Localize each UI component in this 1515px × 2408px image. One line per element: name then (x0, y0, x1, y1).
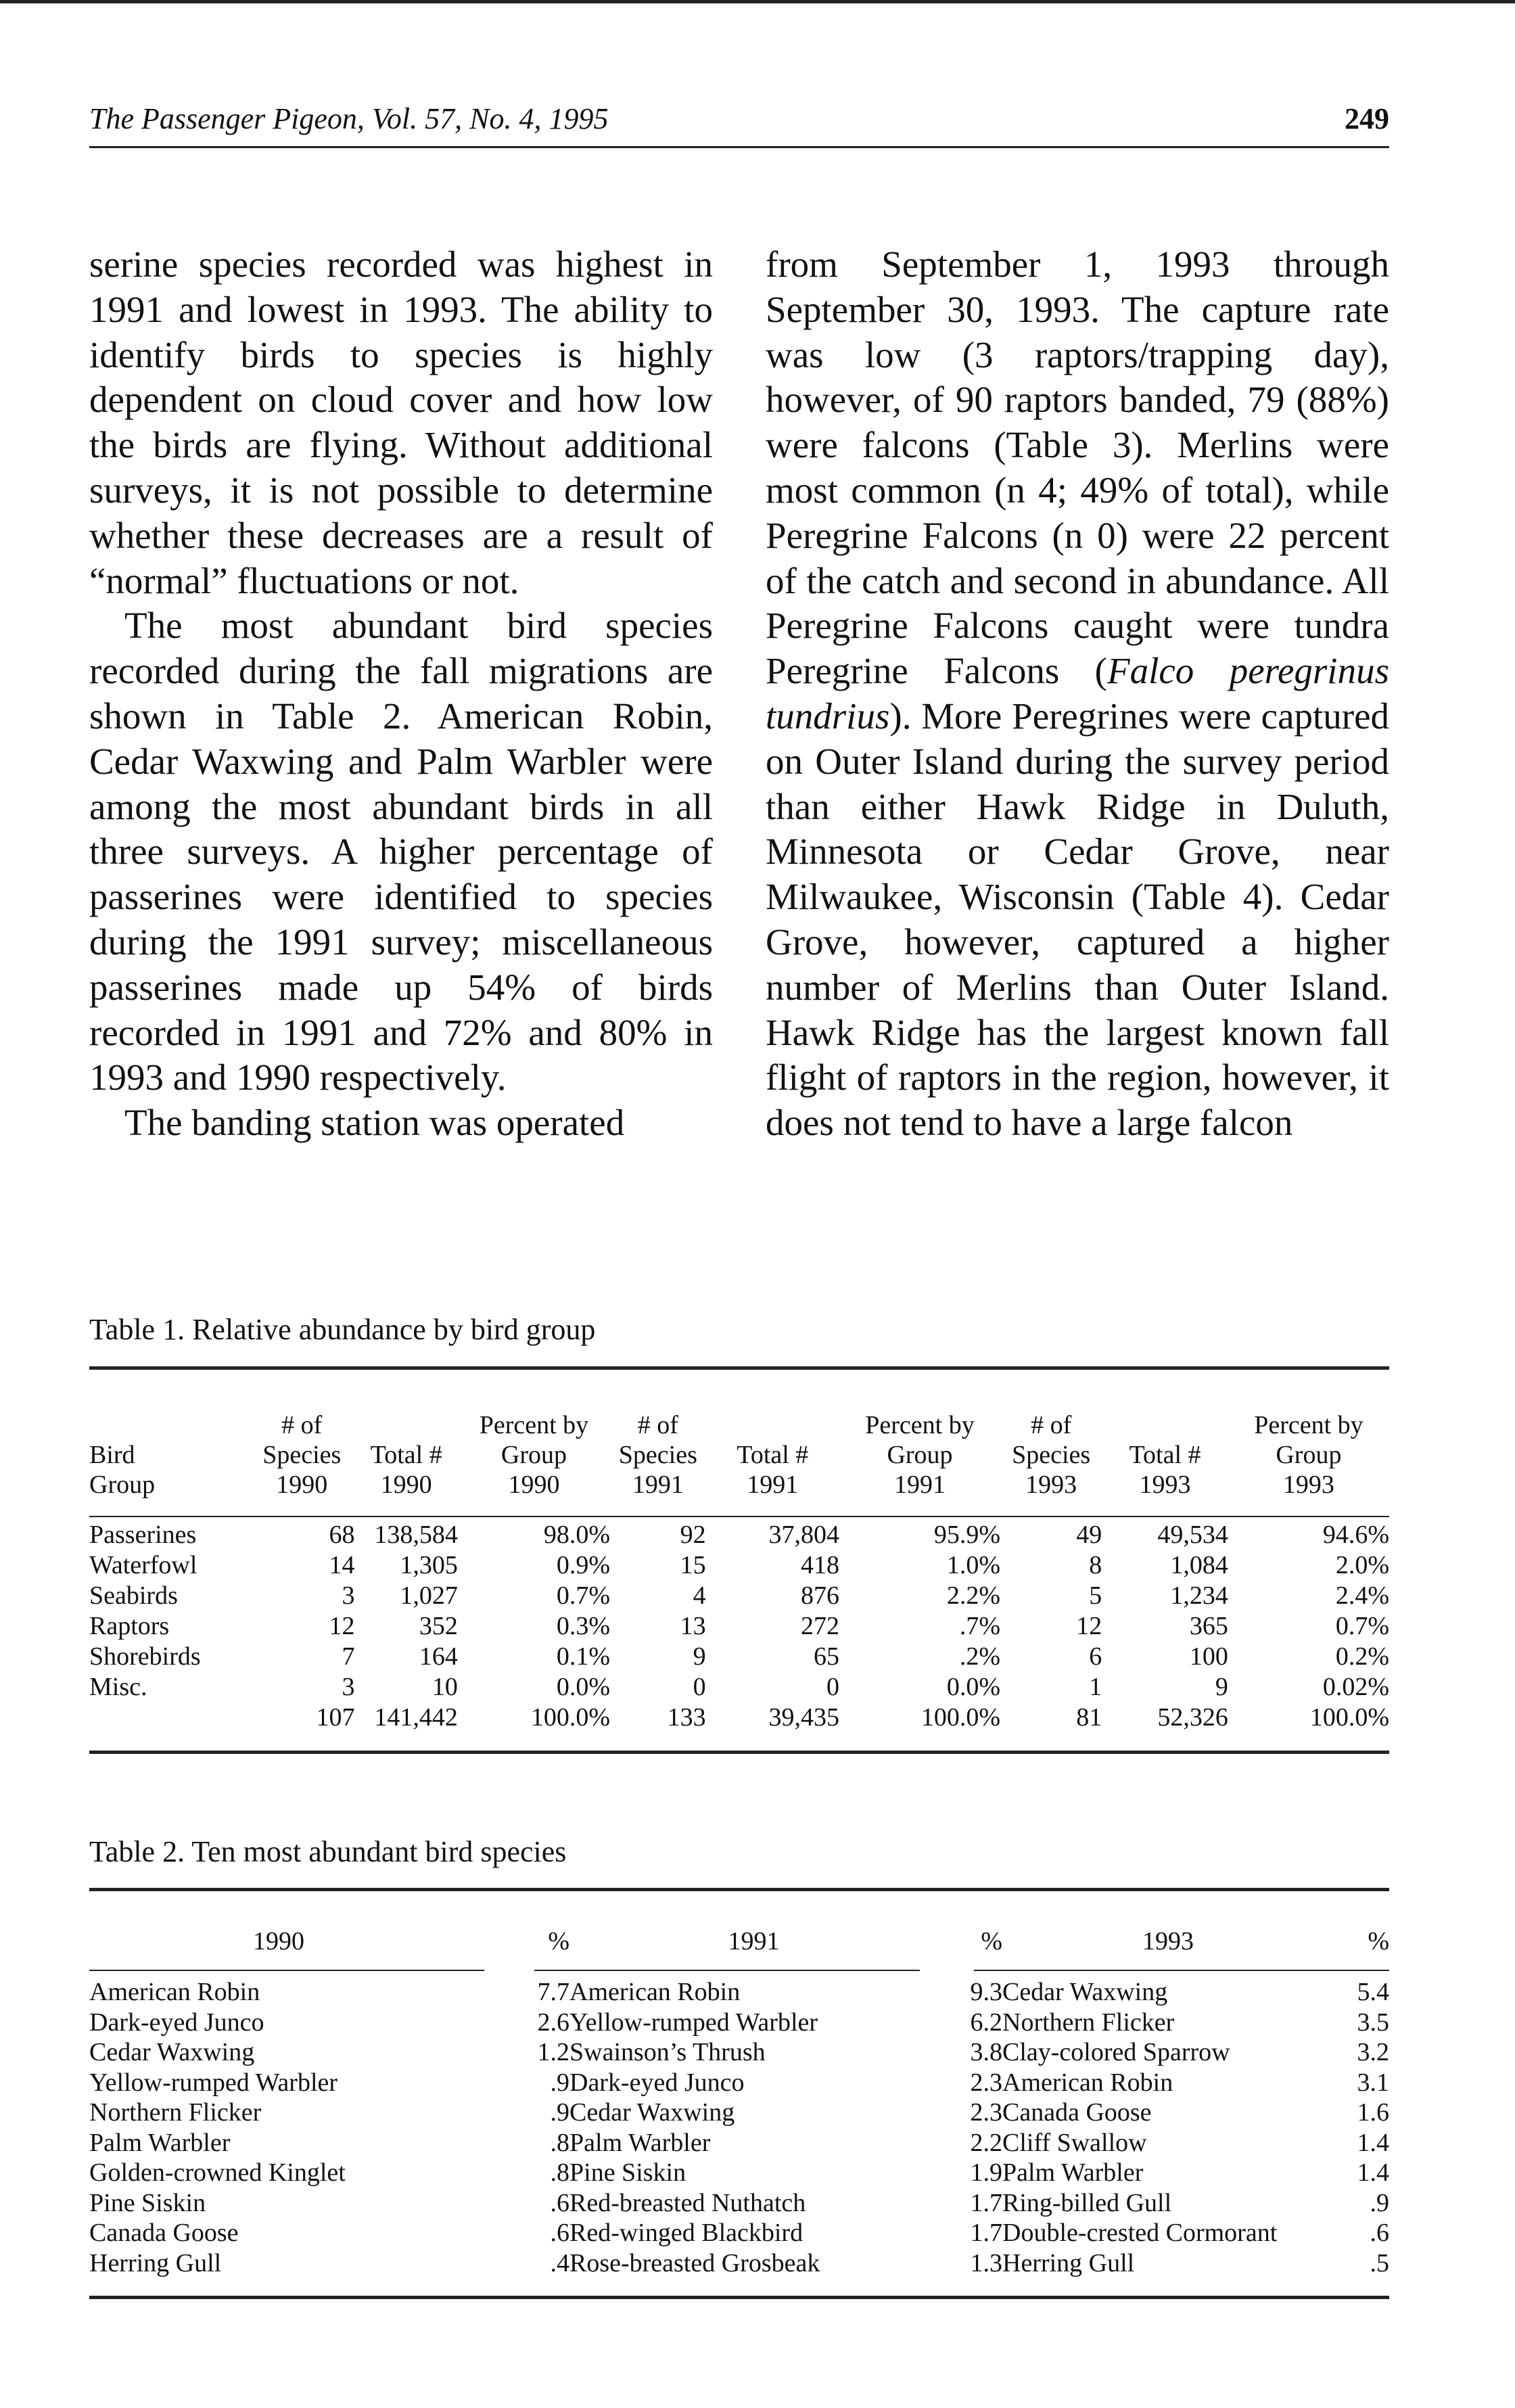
table-cell: 1.2 (537, 2038, 569, 2066)
left-column (89, 242, 713, 1146)
table-cell: 3 (342, 1581, 355, 1610)
table2-header-cell: % (1368, 1927, 1389, 1955)
table-cell: 9 (693, 1642, 706, 1671)
table-cell: 7 (342, 1642, 355, 1671)
table-cell: 164 (419, 1642, 458, 1671)
table2-header-cell: 1993 (1142, 1927, 1194, 1955)
table-cell: 141,442 (374, 1703, 458, 1732)
table-row (89, 2068, 1389, 2098)
table-cell: Palm Warbler (569, 2128, 711, 2157)
table-row (89, 2008, 1389, 2038)
table-cell: Raptors (89, 1612, 170, 1640)
table-cell: 39,435 (768, 1703, 839, 1732)
table-cell: 3.5 (1357, 2008, 1389, 2037)
table-cell: 9 (1215, 1673, 1228, 1701)
table1-header-cell: Total # 1993 (1129, 1441, 1201, 1499)
table-cell: 138,584 (374, 1521, 458, 1549)
table-row (89, 2188, 1389, 2219)
table1-header-cell: # of Species 1991 (618, 1411, 697, 1499)
table-cell: .6 (550, 2188, 569, 2217)
paragraph: The most abundant bird species recorded during the fall migrations are shown in Table 2. American Robin, Cedar Waxwing and Palm Warbler were among the most abundant birds in all three surveys. A higher percentage of passerines were identified to species during the 1991 survey; miscellaneous passerines made up 54% of birds recorded in 1991 and 72% and 80% in 1993 and 1990 respectively. (89, 605, 713, 1098)
table-cell: Double-crested Cormorant (1002, 2219, 1278, 2247)
table-cell: 2.4% (1335, 1581, 1389, 1610)
table-cell: 13 (680, 1612, 706, 1640)
table-cell: 1.7 (970, 2219, 1002, 2247)
table-cell: 133 (667, 1703, 706, 1732)
table-cell: 1.4 (1357, 2158, 1389, 2187)
table-cell: 1.0% (946, 1551, 1001, 1579)
table-cell: Misc. (89, 1673, 147, 1701)
table-cell: 3 (342, 1673, 355, 1701)
table-cell: 1.9 (970, 2158, 1002, 2187)
table2-header-row (89, 1924, 1389, 1966)
table1-header-cell: Bird Group (89, 1441, 156, 1499)
table-cell: 0.0% (556, 1673, 611, 1701)
table-cell: Palm Warbler (1002, 2158, 1144, 2187)
table-cell: 0 (826, 1673, 839, 1701)
text-run: from September 1, 1993 through September 30, 1993. The capture rate was low (3 raptors/trapping day), however, of 90 raptors banded, 79 (88%) were falcons (Table 3). Merlins were most common (n 4; 49% of total), while Peregrine Falcons (n 0) were 22 percent of the catch and second in abundance. All Peregrine Falcons caught were tundra Peregrine Falcons ( (766, 244, 1389, 692)
table-row (89, 2158, 1389, 2188)
table1-header-cell: Total # 1990 (370, 1441, 442, 1499)
table-cell: .4 (550, 2248, 569, 2277)
table1-header-row (89, 1410, 1389, 1510)
table-cell: 5 (1089, 1581, 1102, 1610)
table-cell: 100.0% (920, 1703, 1001, 1732)
table-cell: American Robin (1002, 2068, 1173, 2097)
table-cell: 0.9% (556, 1551, 611, 1579)
table-row (89, 1672, 1389, 1703)
table-cell: 1.3 (970, 2248, 1002, 2277)
table-cell: 4 (693, 1581, 706, 1610)
table-cell: 0.7% (556, 1581, 611, 1610)
table-cell: Red-winged Blackbird (569, 2219, 803, 2247)
table-row (89, 1550, 1389, 1581)
table-cell: 0 (693, 1673, 706, 1701)
table-cell: 2.3 (970, 2098, 1002, 2127)
table-cell: 0.3% (556, 1612, 611, 1640)
table-cell: 1.7 (970, 2188, 1002, 2217)
table-cell: .8 (550, 2158, 569, 2187)
table-cell: 81 (1076, 1703, 1102, 1732)
table-cell: Pine Siskin (89, 2188, 206, 2217)
table-cell: 1.4 (1357, 2128, 1389, 2157)
table-cell: 107 (316, 1703, 355, 1732)
table-cell: 9.3 (970, 1978, 1002, 2006)
table1-top-rule (89, 1366, 1389, 1370)
table-cell: Pine Siskin (569, 2158, 686, 2187)
table-row (89, 2218, 1389, 2248)
table-cell: Yellow-rumped Warbler (89, 2068, 338, 2097)
species-name: Falco peregrinus tundrius (766, 650, 1389, 737)
table1-bottom-rule (89, 1751, 1389, 1754)
table-cell: 0.7% (1335, 1612, 1389, 1640)
table-cell: Seabirds (89, 1581, 178, 1610)
journal-title: The Passenger Pigeon, Vol. 57, No. 4, 1995 (89, 102, 609, 135)
table-cell: .8 (550, 2128, 569, 2157)
table-cell: 12 (1076, 1612, 1102, 1640)
table-row (89, 1642, 1389, 1672)
table-cell: 95.9% (933, 1521, 1001, 1549)
table-cell: Northern Flicker (1002, 2008, 1175, 2037)
running-header (89, 99, 1389, 148)
table1 (89, 1410, 1389, 1733)
table-cell: 100 (1189, 1642, 1228, 1671)
table-cell: 49 (1076, 1521, 1102, 1549)
table-cell: 0.02% (1322, 1673, 1389, 1701)
table-cell: 65 (813, 1642, 839, 1671)
table-cell: Shorebirds (89, 1642, 201, 1671)
table-row (89, 1611, 1389, 1642)
body-text (89, 242, 1389, 1250)
table-cell: 352 (419, 1612, 458, 1640)
paragraph: serine species recorded was highest in 1991 and lowest in 1993. The ability to identify birds to species is highly dependent on cloud cover and how low the birds are flying. Without additional surveys, it is not possible to determine whether these decreases are a result of “normal” fluctuations or not. (89, 244, 713, 601)
table2-caption: Table 2. Ten most abundant bird species (89, 1835, 567, 1868)
table2-bottom-rule (89, 2296, 1389, 2299)
table-cell: 5.4 (1357, 1978, 1389, 2006)
table-cell: 1,305 (400, 1551, 458, 1579)
table2-header-cell: % (548, 1927, 569, 1955)
table-cell: Herring Gull (89, 2248, 222, 2277)
page-number: 249 (1345, 102, 1389, 135)
table-cell: Canada Goose (89, 2219, 239, 2247)
table-cell: 92 (680, 1521, 706, 1549)
table-cell: 1,234 (1170, 1581, 1228, 1610)
table-cell: Cedar Waxwing (569, 2098, 735, 2127)
table-row (89, 2248, 1389, 2279)
table-row (89, 1510, 1389, 1550)
table-cell: Rose-breasted Grosbeak (569, 2248, 820, 2277)
table2-header-cell: 1991 (728, 1927, 780, 1955)
table-cell: 37,804 (768, 1521, 839, 1549)
table-cell: Northern Flicker (89, 2098, 262, 2127)
table-cell: 0.1% (556, 1642, 611, 1671)
table-cell: .6 (550, 2219, 569, 2247)
table-row (89, 1581, 1389, 1611)
table-cell: American Robin (569, 1978, 741, 2006)
table-cell (89, 1703, 249, 1733)
table-cell: 272 (800, 1612, 839, 1640)
table-cell: Cedar Waxwing (89, 2038, 255, 2066)
table-cell: .6 (1370, 2219, 1389, 2247)
table-cell: 2.0% (1335, 1551, 1389, 1579)
table-cell: American Robin (89, 1978, 260, 2006)
table-cell: 6 (1089, 1642, 1102, 1671)
table-cell: 1 (1089, 1673, 1102, 1701)
table-cell: 52,326 (1157, 1703, 1228, 1732)
table-cell: 98.0% (543, 1521, 611, 1549)
table-cell: Red-breasted Nuthatch (569, 2188, 806, 2217)
table-cell: 3.8 (970, 2038, 1002, 2066)
table-cell: Waterfowl (89, 1551, 197, 1579)
table-cell: 2.2 (970, 2128, 1002, 2157)
table-cell: Cedar Waxwing (1002, 1978, 1168, 2006)
table-cell: 1,027 (400, 1581, 458, 1610)
paragraph (766, 242, 1389, 1146)
table2-header-cell: 1990 (253, 1927, 304, 1955)
table-cell: Palm Warbler (89, 2128, 231, 2157)
table-cell: .9 (550, 2068, 569, 2097)
table2 (89, 1924, 1389, 2278)
table-row (89, 2128, 1389, 2158)
table-cell: 876 (800, 1581, 839, 1610)
table-cell: 365 (1189, 1612, 1228, 1640)
table-cell: Dark-eyed Junco (569, 2068, 745, 2097)
table1-header-cell: Percent by Group 1990 (479, 1411, 589, 1499)
table-row (89, 1703, 1389, 1733)
table-cell: .9 (550, 2098, 569, 2127)
text-run: ). More Peregrines were captured on Outer Island during the survey period than either Hawk Ridge in Duluth, Minnesota or Cedar Grove, near Milwaukee, Wisconsin (Table 4). Cedar Grove, however, captured a higher number of Merlins than Outer Island. Hawk Ridge has the largest known fall flight of raptors in the region, however, it does not tend to have a large falcon (766, 695, 1389, 1144)
table-cell: Yellow-rumped Warbler (569, 2008, 818, 2037)
top-border (0, 0, 1515, 3)
table-cell: .5 (1370, 2248, 1389, 2277)
table-cell: Ring-billed Gull (1002, 2188, 1172, 2217)
table-cell: .7% (959, 1612, 1001, 1640)
table-cell: .2% (959, 1642, 1001, 1671)
table-cell: 15 (680, 1551, 706, 1579)
table-cell: 12 (329, 1612, 355, 1640)
table-cell: 8 (1089, 1551, 1102, 1579)
table-cell: Canada Goose (1002, 2098, 1152, 2127)
table-cell: Herring Gull (1002, 2248, 1135, 2277)
table-cell: 1.6 (1357, 2098, 1389, 2127)
table-cell: Dark-eyed Junco (89, 2008, 264, 2037)
table-cell: 3.1 (1357, 2068, 1389, 2097)
paragraph: The banding station was operated (124, 1102, 625, 1144)
table-cell: 100.0% (1309, 1703, 1389, 1732)
table-cell: 2.2% (946, 1581, 1001, 1610)
table-cell: Cliff Swallow (1002, 2128, 1147, 2157)
table-cell: 6.2 (970, 2008, 1002, 2037)
table-row (89, 2098, 1389, 2128)
table1-header-cell: # of Species 1990 (262, 1411, 342, 1499)
table-cell: 0.0% (946, 1673, 1001, 1701)
table1-header-cell: Percent by Group 1993 (1254, 1411, 1364, 1499)
table-cell: Golden-crowned Kinglet (89, 2158, 346, 2187)
table-cell: 3.2 (1357, 2038, 1389, 2066)
table-cell: 49,534 (1157, 1521, 1228, 1549)
table1-header-cell: # of Species 1993 (1012, 1411, 1091, 1499)
table-cell: 418 (800, 1551, 839, 1579)
table-cell: Passerines (89, 1521, 197, 1549)
table2-header-cell: % (981, 1927, 1002, 1955)
table-cell: 7.7 (537, 1978, 569, 2006)
table-cell: 0.2% (1335, 1642, 1389, 1671)
table-row (89, 2037, 1389, 2068)
table-cell: 68 (329, 1521, 355, 1549)
table1-header-cell: Total # 1991 (737, 1441, 809, 1499)
table-cell: 2.6 (537, 2008, 569, 2037)
table-cell: Swainson’s Thrush (569, 2038, 766, 2066)
table-cell: 94.6% (1322, 1521, 1389, 1549)
table2-top-rule (89, 1888, 1389, 1891)
table-row (89, 1966, 1389, 2008)
table-cell: 14 (329, 1551, 355, 1579)
table-cell: 2.3 (970, 2068, 1002, 2097)
table1-header-cell: Percent by Group 1991 (865, 1411, 975, 1499)
table-cell: 1,084 (1170, 1551, 1228, 1579)
table-cell: 10 (432, 1673, 458, 1701)
table-cell: .9 (1370, 2188, 1389, 2217)
table1-caption: Table 1. Relative abundance by bird group (89, 1313, 596, 1346)
table-cell: Clay-colored Sparrow (1002, 2038, 1230, 2066)
table-cell: 100.0% (530, 1703, 611, 1732)
right-column (766, 242, 1389, 1146)
